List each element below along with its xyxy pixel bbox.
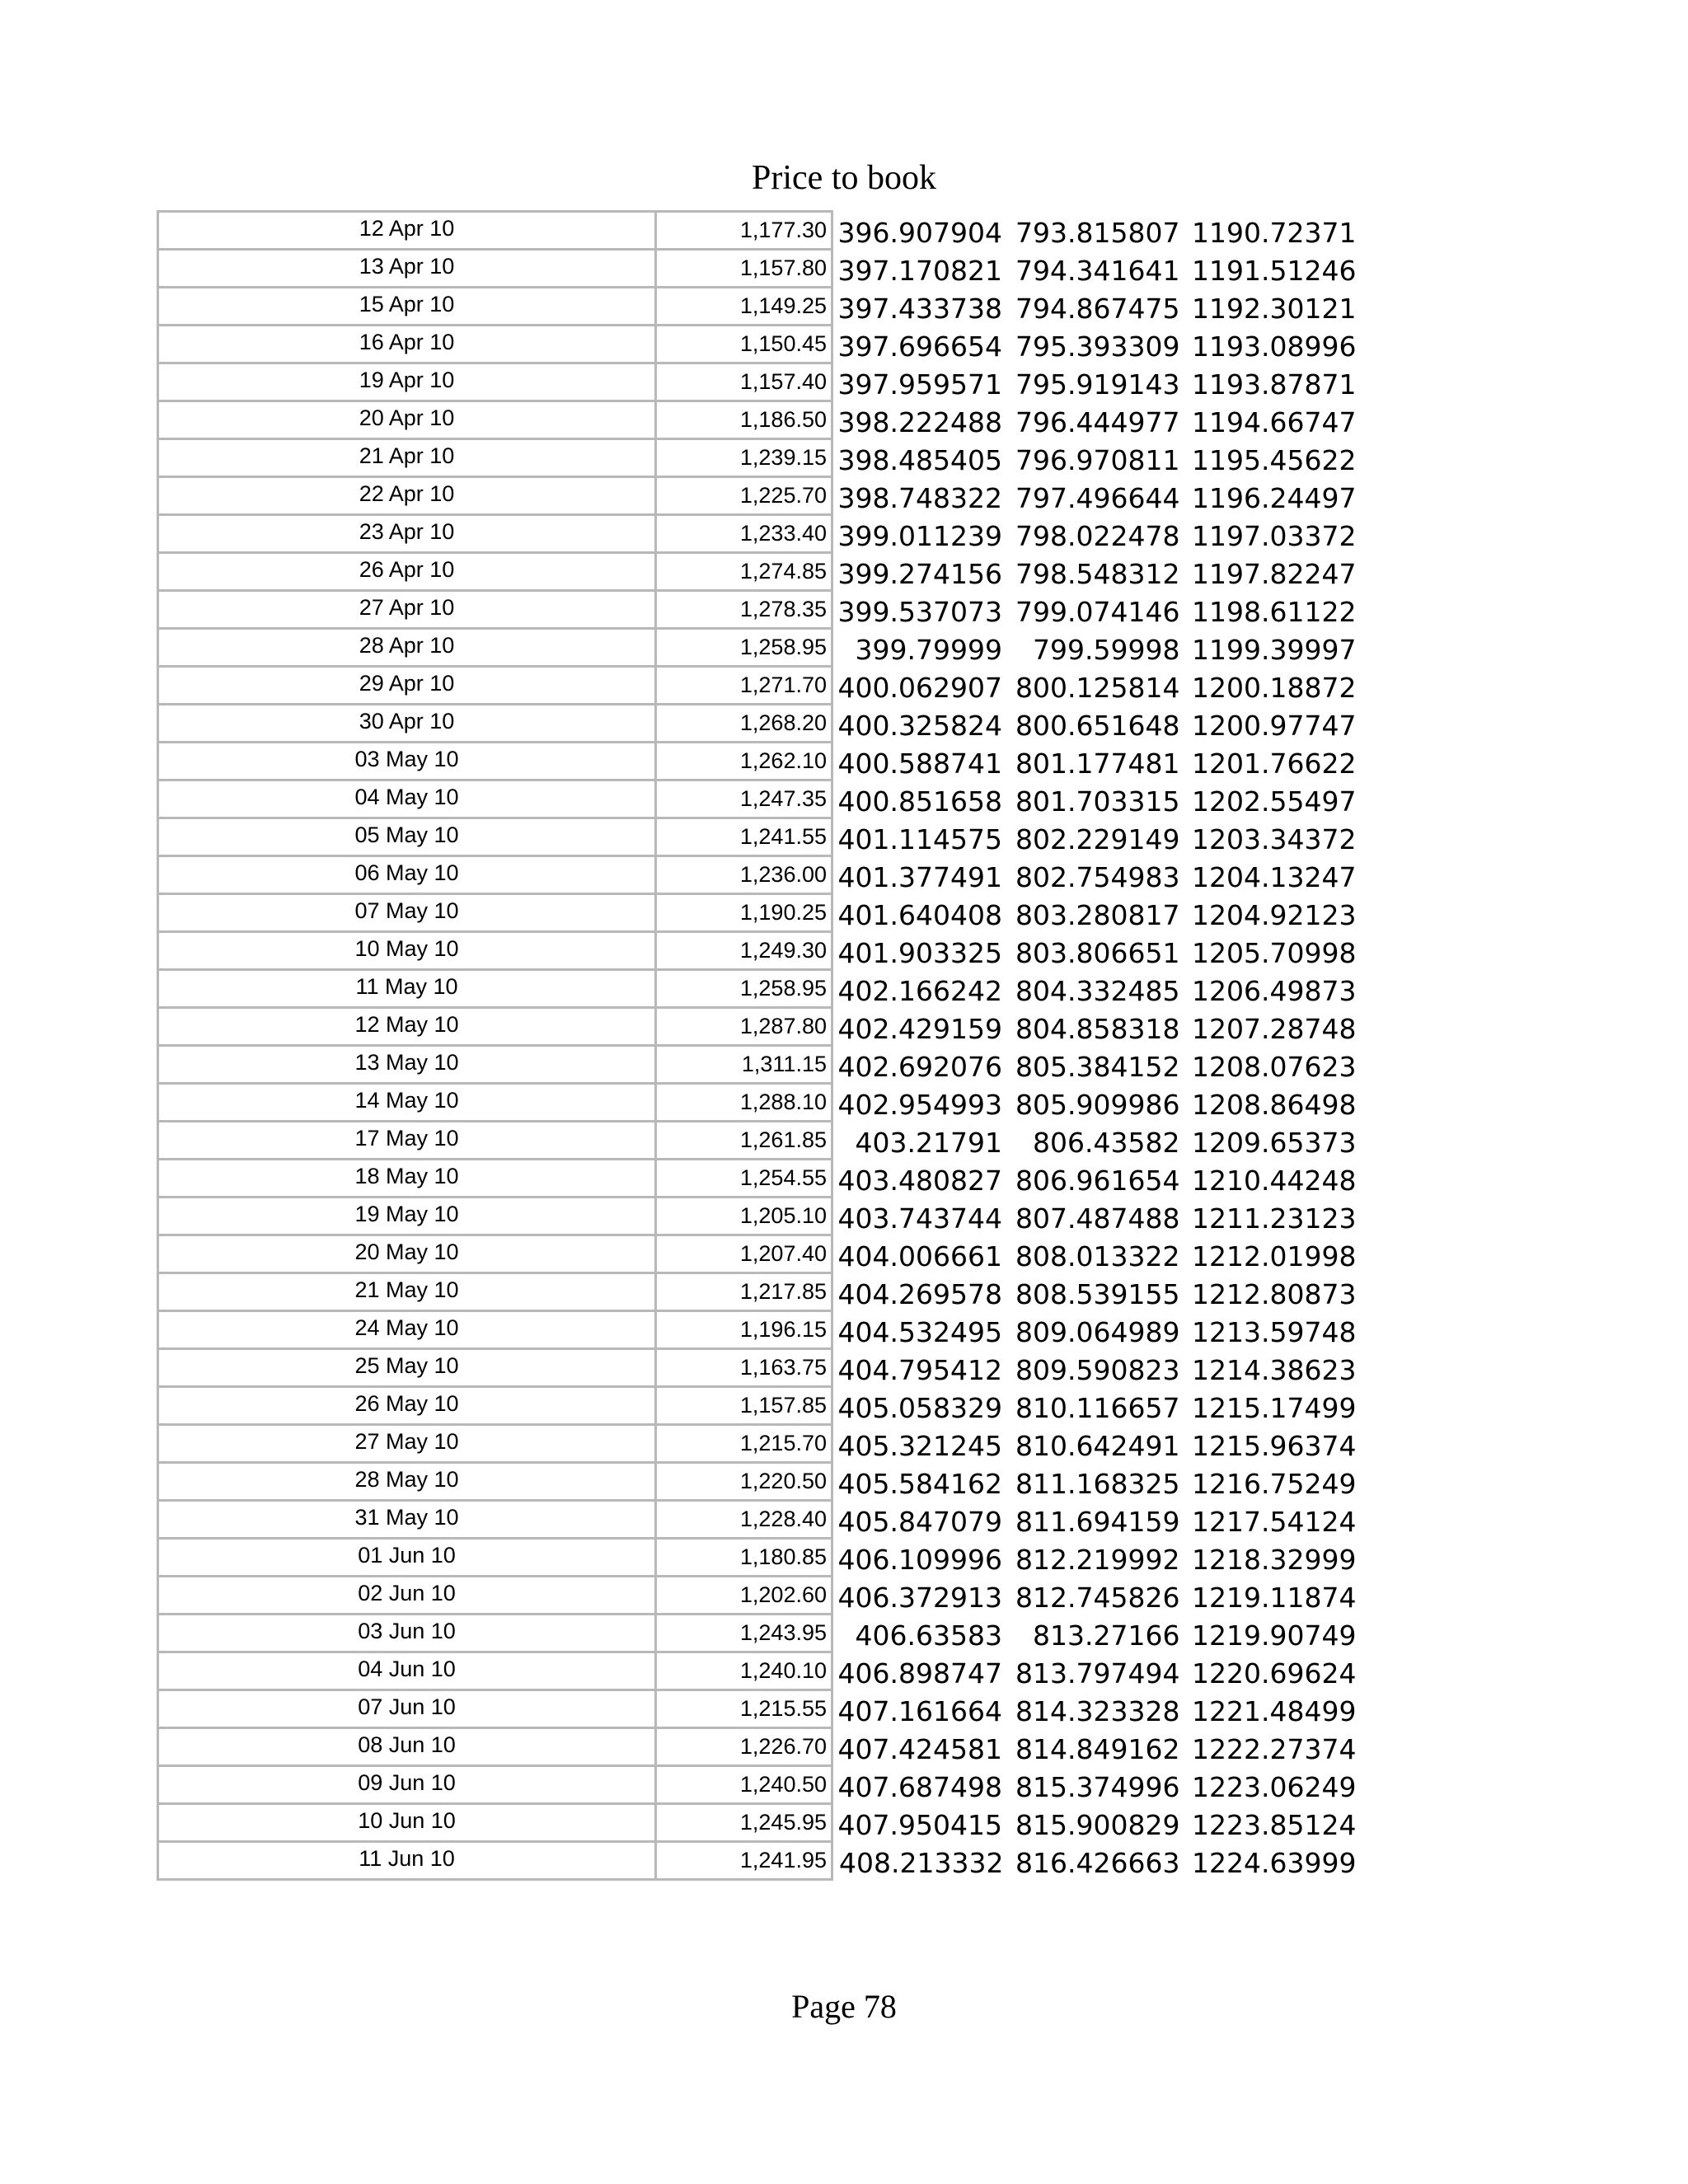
table-row: [158, 515, 1362, 553]
value-cell-2: 800.125814: [1015, 672, 1180, 704]
value-cell-3: 1212.80873: [1192, 1278, 1357, 1310]
value-cell-3: 1223.06249: [1192, 1771, 1357, 1803]
table-row: [158, 1273, 1362, 1311]
date-cell: 30 Apr 10: [158, 705, 656, 743]
value-cell-1: 403.480827: [837, 1165, 1002, 1197]
table-row: [158, 780, 1362, 818]
value-cell-1: 400.851658: [837, 785, 1002, 818]
value-cell-2: 806.43582: [1033, 1127, 1180, 1159]
value-cell-3: 1204.92123: [1192, 899, 1357, 931]
date-cell: 12 Apr 10: [158, 212, 656, 250]
value-cell-3: 1197.03372: [1192, 520, 1357, 552]
price-cell: 1,217.85: [656, 1273, 832, 1311]
value-cell-3: 1200.18872: [1192, 672, 1357, 704]
value-cell-2: 795.393309: [1015, 330, 1180, 363]
date-cell: 19 May 10: [158, 1197, 656, 1235]
date-cell: 29 Apr 10: [158, 667, 656, 705]
value-cell-2: 810.642491: [1015, 1430, 1180, 1462]
value-cell-3: 1216.75249: [1192, 1468, 1357, 1500]
date-cell: 28 May 10: [158, 1463, 656, 1501]
value-cell-2: 807.487488: [1015, 1202, 1180, 1235]
price-cell: 1,190.25: [656, 894, 832, 932]
value-cell-2: 808.013322: [1015, 1240, 1180, 1272]
value-cell-2: 795.919143: [1015, 368, 1180, 401]
price-cell: 1,215.55: [656, 1690, 832, 1728]
value-cell-1: 397.433738: [837, 293, 1002, 325]
value-cell-3: 1223.85124: [1192, 1809, 1357, 1841]
date-cell: 20 May 10: [158, 1235, 656, 1273]
value-cell-1: 398.485405: [837, 444, 1002, 476]
date-cell: 13 Apr 10: [158, 250, 656, 288]
date-cell: 03 May 10: [158, 743, 656, 780]
price-cell: 1,247.35: [656, 780, 832, 818]
price-cell: 1,268.20: [656, 705, 832, 743]
table-row: [158, 1501, 1362, 1539]
date-cell: 03 Jun 10: [158, 1615, 656, 1652]
date-cell: 24 May 10: [158, 1311, 656, 1349]
price-cell: 1,186.50: [656, 401, 832, 439]
value-cell-1: 396.907904: [837, 217, 1002, 249]
price-cell: 1,278.35: [656, 591, 832, 629]
value-cell-3: 1197.82247: [1192, 558, 1357, 590]
value-cell-1: 402.166242: [837, 975, 1002, 1007]
table-row: [158, 856, 1362, 894]
price-cell: 1,258.95: [656, 970, 832, 1008]
value-cell-3: 1199.39997: [1192, 634, 1357, 666]
table-row: [158, 1425, 1362, 1463]
price-cell: 1,196.15: [656, 1311, 832, 1349]
date-cell: 21 May 10: [158, 1273, 656, 1311]
value-cell-1: 400.062907: [837, 672, 1002, 704]
value-cell-3: 1222.27374: [1192, 1733, 1357, 1765]
value-cell-2: 798.548312: [1015, 558, 1180, 590]
date-cell: 26 May 10: [158, 1387, 656, 1425]
value-cell-3: 1220.69624: [1192, 1657, 1357, 1690]
table-row: [158, 894, 1362, 932]
value-cell-2: 809.064989: [1015, 1316, 1180, 1348]
table-row: [158, 1766, 1362, 1804]
value-cell-1: 401.903325: [837, 937, 1002, 969]
value-cell-1: 401.640408: [837, 899, 1002, 931]
value-cell-2: 801.703315: [1015, 785, 1180, 818]
table-row: [158, 1122, 1362, 1160]
value-cell-3: 1201.76622: [1192, 748, 1357, 780]
value-cell-3: 1211.23123: [1192, 1202, 1357, 1235]
value-cell-1: 405.058329: [837, 1392, 1002, 1424]
value-cell-3: 1205.70998: [1192, 937, 1357, 969]
value-cell-3: 1208.86498: [1192, 1089, 1357, 1121]
table-row: [158, 326, 1362, 363]
table-row: [158, 363, 1362, 401]
table-row: [158, 1539, 1362, 1577]
price-cell: 1,274.85: [656, 553, 832, 591]
table-row: [158, 477, 1362, 515]
table-row: [158, 553, 1362, 591]
table-row: [158, 1728, 1362, 1766]
price-cell: 1,241.55: [656, 818, 832, 856]
value-cell-1: 398.222488: [837, 406, 1002, 438]
value-cell-1: 405.321245: [837, 1430, 1002, 1462]
value-cell-3: 1224.63999: [1192, 1847, 1357, 1879]
date-cell: 01 Jun 10: [158, 1539, 656, 1577]
value-cell-1: 402.692076: [837, 1051, 1002, 1083]
value-cell-3: 1200.97747: [1192, 710, 1357, 742]
price-cell: 1,287.80: [656, 1008, 832, 1046]
value-cell-2: 804.332485: [1015, 975, 1180, 1007]
date-cell: 19 Apr 10: [158, 363, 656, 401]
value-cell-1: 397.696654: [837, 330, 1002, 363]
value-cell-3: 1191.51246: [1192, 255, 1357, 287]
value-cell-2: 794.867475: [1015, 293, 1180, 325]
date-cell: 12 May 10: [158, 1008, 656, 1046]
table-body: [158, 212, 1362, 1880]
value-cell-1: 399.79999: [855, 634, 1002, 666]
table-row: [158, 212, 1362, 250]
price-cell: 1,215.70: [656, 1425, 832, 1463]
value-cell-3: 1190.72371: [1192, 217, 1357, 249]
value-cell-2: 812.219992: [1015, 1544, 1180, 1576]
value-cell-2: 814.323328: [1015, 1695, 1180, 1727]
date-cell: 13 May 10: [158, 1046, 656, 1084]
price-cell: 1,220.50: [656, 1463, 832, 1501]
price-cell: 1,205.10: [656, 1197, 832, 1235]
value-cell-2: 806.961654: [1015, 1165, 1180, 1197]
table-row: [158, 1463, 1362, 1501]
value-cell-3: 1204.13247: [1192, 861, 1357, 893]
price-cell: 1,249.30: [656, 932, 832, 970]
date-cell: 21 Apr 10: [158, 439, 656, 477]
value-cell-2: 800.651648: [1015, 710, 1180, 742]
table-row: [158, 705, 1362, 743]
value-cell-1: 399.274156: [837, 558, 1002, 590]
value-cell-3: 1203.34372: [1192, 823, 1357, 855]
price-cell: 1,150.45: [656, 326, 832, 363]
value-cell-3: 1213.59748: [1192, 1316, 1357, 1348]
value-cell-1: 399.011239: [837, 520, 1002, 552]
value-cell-3: 1206.49873: [1192, 975, 1357, 1007]
table-row: [158, 1046, 1362, 1084]
date-cell: 16 Apr 10: [158, 326, 656, 363]
table-row: [158, 1084, 1362, 1122]
value-cell-1: 397.959571: [837, 368, 1002, 401]
value-cell-2: 816.426663: [1015, 1847, 1180, 1879]
price-cell: 1,240.10: [656, 1652, 832, 1690]
date-cell: 08 Jun 10: [158, 1728, 656, 1766]
date-cell: 02 Jun 10: [158, 1577, 656, 1615]
value-cell-2: 809.590823: [1015, 1354, 1180, 1386]
date-cell: 18 May 10: [158, 1160, 656, 1197]
price-cell: 1,225.70: [656, 477, 832, 515]
price-cell: 1,311.15: [656, 1046, 832, 1084]
value-cell-3: 1194.66747: [1192, 406, 1357, 438]
table-row: [158, 250, 1362, 288]
date-cell: 25 May 10: [158, 1349, 656, 1387]
value-cell-2: 814.849162: [1015, 1733, 1180, 1765]
price-cell: 1,262.10: [656, 743, 832, 780]
table-row: [158, 1008, 1362, 1046]
value-cell-3: 1195.45622: [1192, 444, 1357, 476]
table-row: [158, 1311, 1362, 1349]
value-cell-2: 810.116657: [1015, 1392, 1180, 1424]
value-cell-2: 799.074146: [1015, 596, 1180, 628]
value-cell-1: 401.114575: [837, 823, 1002, 855]
value-cell-2: 808.539155: [1015, 1278, 1180, 1310]
value-cell-2: 813.27166: [1033, 1619, 1180, 1652]
page-number: Page 78: [791, 1988, 897, 2025]
value-cell-1: 405.847079: [837, 1506, 1002, 1538]
value-cell-3: 1193.87871: [1192, 368, 1357, 401]
date-cell: 11 Jun 10: [158, 1842, 656, 1880]
value-cell-2: 815.900829: [1015, 1809, 1180, 1841]
value-cell-2: 812.745826: [1015, 1582, 1180, 1614]
value-cell-3: 1193.08996: [1192, 330, 1357, 363]
value-cell-3: 1212.01998: [1192, 1240, 1357, 1272]
value-cell-2: 803.806651: [1015, 937, 1180, 969]
value-cell-2: 802.229149: [1015, 823, 1180, 855]
value-cell-3: 1215.96374: [1192, 1430, 1357, 1462]
table-row: [158, 629, 1362, 667]
price-cell: 1,226.70: [656, 1728, 832, 1766]
date-cell: 07 Jun 10: [158, 1690, 656, 1728]
value-cell-1: 401.377491: [837, 861, 1002, 893]
value-cell-3: 1219.90749: [1192, 1619, 1357, 1652]
value-cell-1: 407.687498: [837, 1771, 1002, 1803]
price-cell: 1,245.95: [656, 1804, 832, 1842]
price-cell: 1,177.30: [656, 212, 832, 250]
value-cell-3: 1209.65373: [1192, 1127, 1357, 1159]
price-cell: 1,163.75: [656, 1349, 832, 1387]
value-cell-1: 403.743744: [837, 1202, 1002, 1235]
value-cell-3: 1217.54124: [1192, 1506, 1357, 1538]
date-cell: 06 May 10: [158, 856, 656, 894]
value-cell-2: 815.374996: [1015, 1771, 1180, 1803]
price-cell: 1,233.40: [656, 515, 832, 553]
value-cell-2: 805.909986: [1015, 1089, 1180, 1121]
price-cell: 1,261.85: [656, 1122, 832, 1160]
value-cell-3: 1218.32999: [1192, 1544, 1357, 1576]
price-cell: 1,157.80: [656, 250, 832, 288]
date-cell: 26 Apr 10: [158, 553, 656, 591]
value-cell-2: 802.754983: [1015, 861, 1180, 893]
table-row: [158, 743, 1362, 780]
date-cell: 10 Jun 10: [158, 1804, 656, 1842]
value-cell-2: 798.022478: [1015, 520, 1180, 552]
date-cell: 05 May 10: [158, 818, 656, 856]
table-row: [158, 1577, 1362, 1615]
date-cell: 04 Jun 10: [158, 1652, 656, 1690]
value-cell-1: 404.006661: [837, 1240, 1002, 1272]
date-cell: 27 May 10: [158, 1425, 656, 1463]
table-row: [158, 1842, 1362, 1880]
table-row: [158, 1197, 1362, 1235]
date-cell: 22 Apr 10: [158, 477, 656, 515]
value-cell-2: 811.168325: [1015, 1468, 1180, 1500]
table-row: [158, 970, 1362, 1008]
price-cell: 1,149.25: [656, 288, 832, 326]
value-cell-3: 1196.24497: [1192, 482, 1357, 514]
value-cell-3: 1219.11874: [1192, 1582, 1357, 1614]
date-cell: 14 May 10: [158, 1084, 656, 1122]
date-cell: 31 May 10: [158, 1501, 656, 1539]
value-cell-2: 805.384152: [1015, 1051, 1180, 1083]
table-row: [158, 818, 1362, 856]
table-row: [158, 667, 1362, 705]
price-cell: 1,254.55: [656, 1160, 832, 1197]
table-row: [158, 1387, 1362, 1425]
table-row: [158, 1804, 1362, 1842]
value-cell-2: 796.444977: [1015, 406, 1180, 438]
value-cell-1: 397.170821: [837, 255, 1002, 287]
date-cell: 20 Apr 10: [158, 401, 656, 439]
sheet-title: Price to book: [752, 159, 936, 197]
value-cell-3: 1202.55497: [1192, 785, 1357, 818]
price-cell: 1,239.15: [656, 439, 832, 477]
price-cell: 1,240.50: [656, 1766, 832, 1804]
price-cell: 1,241.95: [656, 1842, 832, 1880]
date-cell: 07 May 10: [158, 894, 656, 932]
value-cell-1: 404.532495: [837, 1316, 1002, 1348]
value-cell-2: 813.797494: [1015, 1657, 1180, 1690]
value-cell-3: 1214.38623: [1192, 1354, 1357, 1386]
price-cell: 1,202.60: [656, 1577, 832, 1615]
price-cell: 1,157.40: [656, 363, 832, 401]
value-cell-1: 399.537073: [837, 596, 1002, 628]
date-cell: 28 Apr 10: [158, 629, 656, 667]
value-cell-1: 406.372913: [837, 1582, 1002, 1614]
date-cell: 10 May 10: [158, 932, 656, 970]
value-cell-3: 1198.61122: [1192, 596, 1357, 628]
price-cell: 1,258.95: [656, 629, 832, 667]
price-to-book-table: [157, 210, 1362, 1881]
value-cell-1: 398.748322: [837, 482, 1002, 514]
table-row: [158, 1160, 1362, 1197]
price-cell: 1,207.40: [656, 1235, 832, 1273]
date-cell: 27 Apr 10: [158, 591, 656, 629]
table-row: [158, 288, 1362, 326]
value-cell-1: 404.269578: [837, 1278, 1002, 1310]
value-cell-3: 1215.17499: [1192, 1392, 1357, 1424]
value-cell-1: 400.325824: [837, 710, 1002, 742]
price-cell: 1,288.10: [656, 1084, 832, 1122]
price-cell: 1,236.00: [656, 856, 832, 894]
value-cell-1: 406.109996: [837, 1544, 1002, 1576]
value-cell-2: 811.694159: [1015, 1506, 1180, 1538]
value-cell-1: 400.588741: [837, 748, 1002, 780]
table-row: [158, 1349, 1362, 1387]
table-row: [158, 1235, 1362, 1273]
value-cell-3: 1210.44248: [1192, 1165, 1357, 1197]
table-row: [158, 439, 1362, 477]
value-cell-2: 797.496644: [1015, 482, 1180, 514]
date-cell: 11 May 10: [158, 970, 656, 1008]
value-cell-2: 796.970811: [1015, 444, 1180, 476]
value-cell-1: 402.429159: [837, 1013, 1002, 1045]
date-cell: 17 May 10: [158, 1122, 656, 1160]
price-cell: 1,271.70: [656, 667, 832, 705]
table-row: [158, 1615, 1362, 1652]
value-cell-1: 403.21791: [855, 1127, 1002, 1159]
value-cell-3: 1221.48499: [1192, 1695, 1357, 1727]
value-cell-1: 408.213332: [839, 1847, 1004, 1879]
value-cell-3: 1207.28748: [1192, 1013, 1357, 1045]
value-cell-1: 406.898747: [837, 1657, 1002, 1690]
value-cell-1: 405.584162: [837, 1468, 1002, 1500]
table-row: [158, 932, 1362, 970]
table-row: [158, 1652, 1362, 1690]
value-cell-2: 799.59998: [1033, 634, 1180, 666]
value-cell-1: 407.424581: [837, 1733, 1002, 1765]
value-cell-1: 407.161664: [837, 1695, 1002, 1727]
value-cell-2: 804.858318: [1015, 1013, 1180, 1045]
value-cell-3: 1192.30121: [1192, 293, 1357, 325]
table-row: [158, 1690, 1362, 1728]
date-cell: 23 Apr 10: [158, 515, 656, 553]
date-cell: 09 Jun 10: [158, 1766, 656, 1804]
price-cell: 1,157.85: [656, 1387, 832, 1425]
value-cell-1: 404.795412: [837, 1354, 1002, 1386]
date-cell: 15 Apr 10: [158, 288, 656, 326]
price-cell: 1,243.95: [656, 1615, 832, 1652]
value-cell-2: 803.280817: [1015, 899, 1180, 931]
price-cell: 1,180.85: [656, 1539, 832, 1577]
value-cell-3: 1208.07623: [1192, 1051, 1357, 1083]
value-cell-1: 406.63583: [855, 1619, 1002, 1652]
value-cell-2: 801.177481: [1015, 748, 1180, 780]
price-cell: 1,228.40: [656, 1501, 832, 1539]
value-cell-1: 402.954993: [837, 1089, 1002, 1121]
value-cell-2: 793.815807: [1015, 217, 1180, 249]
value-cell-1: 407.950415: [837, 1809, 1002, 1841]
value-cell-2: 794.341641: [1015, 255, 1180, 287]
table-row: [158, 401, 1362, 439]
date-cell: 04 May 10: [158, 780, 656, 818]
table-row: [158, 591, 1362, 629]
